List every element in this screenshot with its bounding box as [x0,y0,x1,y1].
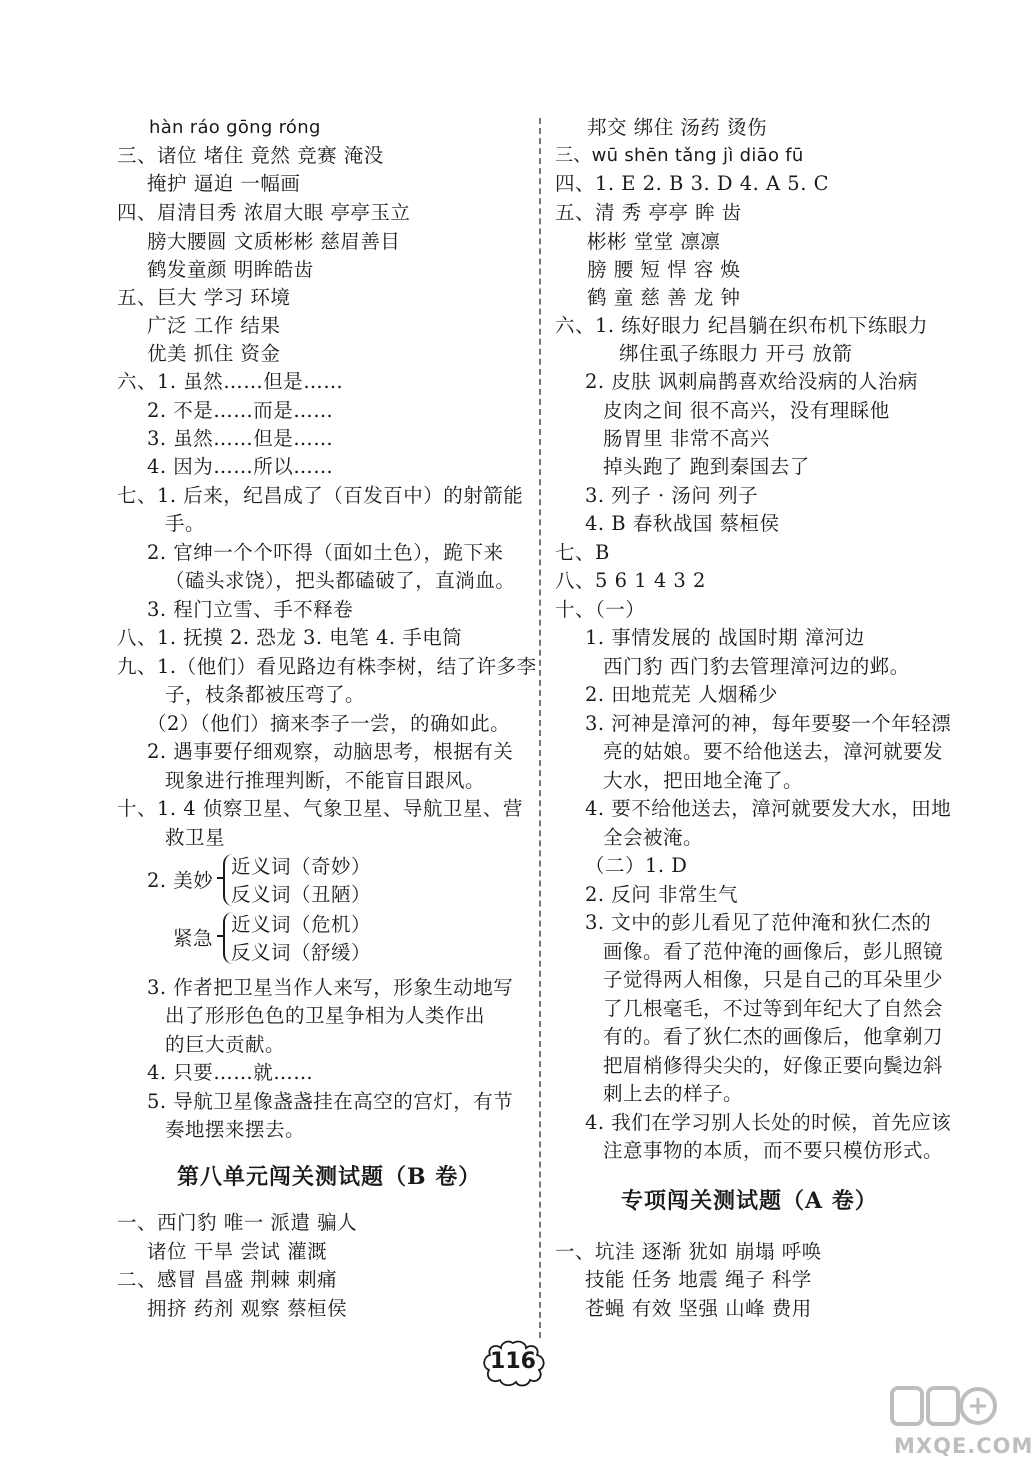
answer-line: 5. 导航卫星像盏盏挂在高空的宫灯，有节 [147,1090,514,1113]
answer-line: 奏地摆来摆去。 [165,1118,306,1141]
answer-line: 二、感冒 昌盛 荆棘 刺痛 [117,1268,338,1291]
answer-line: （2）（他们）摘来李子一尝，的确如此。 [147,712,511,735]
answer-line: 救卫星 [165,826,226,849]
antonym: 反义词（丑陋） [231,883,372,906]
answer-line: 的巨大贡献。 [165,1033,286,1056]
answer-line: 有的。看了狄仁杰的画像后，他拿剃刀 [603,1025,944,1048]
answer-line: 七、B [555,541,610,564]
answer-line: 出了形形色色的卫星争相为人类作出 [165,1004,486,1027]
answer-line: 亮的姑娘。要不给他送去，漳河就要发 [603,740,944,763]
answer-line: 四、1. E 2. B 3. D 4. A 5. C [555,172,830,195]
answer-line: 十、（一） [555,598,646,621]
answer-line: 2. 官绅一个个吓得（面如土色），跪下来 [147,541,504,564]
answer-line: 4. 我们在学习别人长处的时候，首先应该 [585,1111,952,1134]
brace-lead: 2. 美妙 [147,869,214,892]
answer-line: 现象进行推理判断，不能盲目跟风。 [165,769,486,792]
answer-line: 西门豹 西门豹去管理漳河边的邺。 [603,655,910,678]
answer-line: 2. 田地荒芜 人烟稀少 [585,683,779,706]
answer-line: 全会被淹。 [603,826,704,849]
answer-line: 4. 要不给他送去，漳河就要发大水，田地 [585,797,952,820]
answer-line: 绑住虱子练眼力 开弓 放箭 [619,342,853,365]
answer-line: 大水，把田地全淹了。 [603,769,804,792]
answer-line: 诸位 干旱 尝试 灌溉 [147,1240,328,1263]
answer-line: （磕头求饶），把头都磕破了，直淌血。 [165,569,516,592]
answer-line: 优美 抓住 资金 [147,342,281,365]
answer-line: 3. 文中的彭儿看见了范仲淹和狄仁杰的 [585,911,932,934]
column-divider [539,118,541,1338]
answer-line: 八、1. 抚摸 2. 恐龙 3. 电笔 4. 手电筒 [117,626,463,649]
answer-line: 刺上去的样子。 [603,1082,744,1105]
answer-line: 掩护 逼迫 一幅画 [147,172,301,195]
answer-line: 了几根毫毛，不过等到年纪大了自然会 [603,997,944,1020]
answer-line: 膀大腰圆 文质彬彬 慈眉善目 [147,230,401,253]
answer-line: 2. 不是……而是…… [147,399,334,422]
answer-line: 三、诸位 堵住 竟然 竞赛 淹没 [117,144,384,167]
answer-line: 画像。看了范仲淹的画像后，彭儿照镜 [603,940,944,963]
answer-line: 2. 反问 非常生气 [585,883,739,906]
answer-line: 4. 因为……所以…… [147,455,334,478]
answer-line: 鹤发童颜 明眸皓齿 [147,258,314,281]
answer-line: 2. 皮肤 讽刺扁鹊喜欢给没病的人治病 [585,370,919,393]
answer-line: 七、1. 后来，纪昌成了（百发百中）的射箭能 [117,484,524,507]
answer-line: 鹤 童 慈 善 龙 钟 [587,286,741,309]
answer-line: 彬彬 堂堂 凛凛 [587,230,721,253]
page-number-badge [480,1340,546,1386]
answer-line: 六、1. 虽然……但是…… [117,370,344,393]
answer-line: 八、5 6 1 4 3 2 [555,569,706,592]
answer-line: （二）1. D [585,854,688,877]
pinyin-line: hàn ráo gōng róng [149,117,321,138]
brace-lead: 紧急 [173,927,214,950]
answer-line: 皮肉之间 很不高兴，没有理睬他 [603,399,890,422]
answer-line: 拥挤 药剂 观察 蔡桓侯 [147,1297,348,1320]
antonym-synonym-group [117,910,417,970]
antonym-synonym-group [117,852,417,912]
pinyin-line: 三、wū shēn tǎng jì diāo fū [555,145,804,166]
antonym: 反义词（舒缓） [231,941,372,964]
answer-line: 把眉梢修得尖尖的，好像正要向鬓边斜 [603,1054,944,1077]
answer-line: 一、坑洼 逐渐 犹如 崩塌 呼唤 [555,1240,822,1263]
watermark-logo [888,1380,1033,1466]
watermark-badge-icon [888,1380,998,1436]
answer-line: 3. 虽然……但是…… [147,427,334,450]
answer-line: 苍蝇 有效 坚强 山峰 费用 [585,1297,812,1320]
answer-line: 五、清 秀 亭亭 眸 齿 [555,201,742,224]
answer-line: 子觉得两人相像，只是自己的耳朵里少 [603,968,944,991]
section-heading: 第八单元闯关测试题（B 卷） [177,1164,482,1190]
answer-line: 十、1. 4 侦察卫星、气象卫星、导航卫星、营 [117,797,523,820]
answer-line: 技能 任务 地震 绳子 科学 [585,1268,812,1291]
answer-line: 2. 遇事要仔细观察，动脑思考，根据有关 [147,740,514,763]
section-heading: 专项闯关测试题（A 卷） [621,1188,878,1214]
answer-line: 五、巨大 学习 环境 [117,286,291,309]
answer-line: 3. 河神是漳河的神，每年要娶一个年轻漂 [585,712,952,735]
page-number: 116 [490,1349,536,1374]
answer-line: 膀 腰 短 悍 容 焕 [587,258,741,281]
answer-line: 六、1. 练好眼力 纪昌躺在织布机下练眼力 [555,314,929,337]
answer-line: 广泛 工作 结果 [147,314,281,337]
answer-line: 一、西门豹 唯一 派遣 骗人 [117,1211,358,1234]
answer-line: 4. B 春秋战国 蔡桓侯 [585,512,780,535]
answer-line: 注意事物的本质，而不要只模仿形式。 [603,1139,944,1162]
answer-line: 1. 事情发展的 战国时期 漳河边 [585,626,865,649]
answer-line: 掉头跑了 跑到秦国去了 [603,455,810,478]
answer-line: 子，枝条都被压弯了。 [165,683,366,706]
synonym: 近义词（危机） [231,913,372,936]
answer-line: 九、1.（他们）看见路边有株李树，结了许多李 [117,655,537,678]
answer-line: 肠胃里 非常不高兴 [603,427,770,450]
answer-line: 3. 作者把卫星当作人来写，形象生动地写 [147,976,514,999]
answer-line: 手。 [165,512,206,535]
answer-line: 3. 列子 · 汤问 列子 [585,484,759,507]
answer-line: 邦交 绑住 汤药 烫伤 [587,116,768,139]
answer-line: 3. 程门立雪、手不释卷 [147,598,354,621]
answer-line: 4. 只要……就…… [147,1061,314,1084]
synonym: 近义词（奇妙） [231,855,372,878]
watermark-text: MXQE.COM [894,1434,1033,1458]
answer-line: 四、眉清目秀 浓眉大眼 亭亭玉立 [117,201,411,224]
